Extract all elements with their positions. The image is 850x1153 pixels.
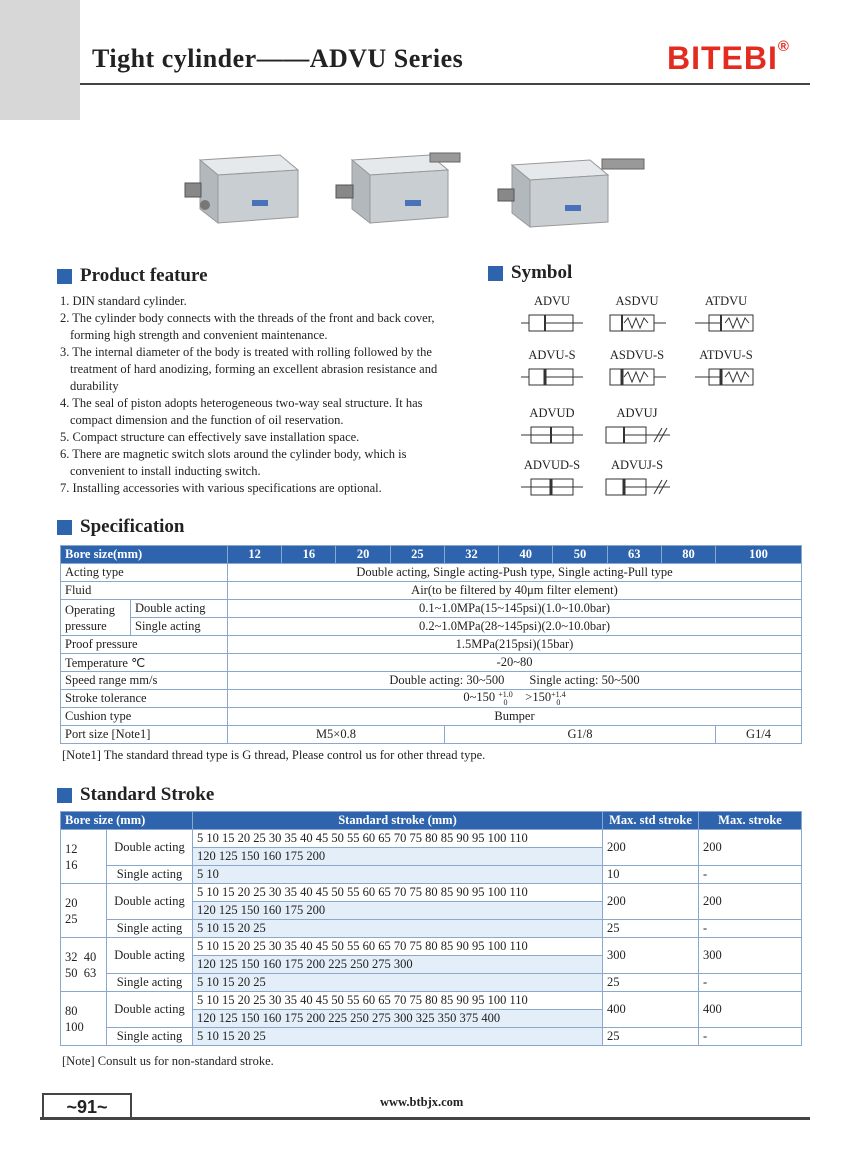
- bore-header-cell: 16: [282, 546, 336, 564]
- symbol-area: [500, 290, 810, 500]
- table-row: [61, 830, 802, 848]
- feature-item: 2. The cylinder body connects with the threads of the front and back cover, forming high strength and convenient maintenance.: [60, 311, 435, 342]
- symbol-title: Symbol: [511, 262, 573, 283]
- max-std-value: 25: [603, 1028, 699, 1046]
- row-value: -20~80: [228, 654, 802, 672]
- symbol-heading: [488, 262, 572, 284]
- row-label: Acting type: [61, 564, 228, 582]
- adjustable-cylinder-symbol-icon: [602, 424, 672, 446]
- row-value: 0.1~1.0MPa(15~145psi)(1.0~10.0bar): [228, 600, 802, 618]
- product-feature-list: [60, 293, 460, 497]
- brand-name: BITEBI: [667, 40, 778, 76]
- bore-header-cell: 32: [444, 546, 498, 564]
- table-row: [61, 920, 802, 938]
- row-label: Cushion type: [61, 708, 228, 726]
- port-size-mid: G1/8: [444, 726, 715, 744]
- symbol-advud-s: [512, 458, 592, 498]
- row-value: [228, 690, 802, 708]
- double-acting-label: Double acting: [107, 938, 193, 974]
- max-value: 200: [699, 884, 802, 920]
- stroke-values: 120 125 150 160 175 200: [193, 902, 603, 920]
- max-std-value: 400: [603, 992, 699, 1028]
- speed-single: Single acting: 50~500: [529, 673, 640, 687]
- table-row: [61, 726, 802, 744]
- bore-cell: 80 100: [61, 992, 107, 1046]
- bore-header-cell: 40: [499, 546, 553, 564]
- tolerance-lower: 0: [556, 697, 561, 707]
- header-side-band: [0, 0, 80, 120]
- double-acting-label: Double acting: [107, 830, 193, 866]
- magnetic-cylinder-symbol-icon: [521, 366, 583, 388]
- tolerance-lower: 0: [503, 697, 508, 707]
- bore-cell: 12 16: [61, 830, 107, 884]
- row-label: Operating pressure: [61, 600, 131, 636]
- feature-item: 4. The seal of piston adopts heterogeneous two-way seal structure. It has compact dimension and the function of oil reservation.: [60, 396, 423, 427]
- page-number: ~91~: [42, 1093, 132, 1119]
- symbol-advud: [512, 406, 592, 446]
- symbol-label: ADVU: [533, 294, 571, 308]
- cylinder-image-2: [330, 145, 465, 230]
- cylinder-symbol-icon: [521, 312, 583, 334]
- row-label: Fluid: [61, 582, 228, 600]
- symbol-advuj-s: [597, 458, 677, 498]
- stroke-values: 120 125 150 160 175 200 225 250 275 300 325 350 375 400: [193, 1010, 603, 1028]
- brand-logo: [667, 40, 790, 77]
- feature-item: 3. The internal diameter of the body is treated with rolling followed by the treatment of hard anodizing, forming an excellent abrasion resistance and durability: [60, 345, 438, 393]
- symbol-label: ASDVU: [615, 294, 659, 308]
- tolerance-upper: +1.0: [498, 689, 513, 699]
- max-std-header: Max. std stroke: [603, 812, 699, 830]
- port-size-large: G1/4: [716, 726, 802, 744]
- symbol-label: ATDVU-S: [699, 348, 753, 362]
- spring-cylinder-symbol-icon: [606, 366, 668, 388]
- bore-size-header: Bore size(mm): [61, 546, 228, 564]
- symbol-advuj: [597, 406, 677, 446]
- spring-return-symbol-icon: [695, 312, 757, 334]
- spring-return-symbol-icon: [695, 366, 757, 388]
- stroke-values: 5 10 15 20 25: [193, 920, 603, 938]
- double-rod-symbol-icon: [521, 476, 583, 498]
- max-std-value: 200: [603, 830, 699, 866]
- cylinder-image-1: [180, 145, 305, 230]
- table-row: [61, 974, 802, 992]
- single-acting-label: Single acting: [107, 1028, 193, 1046]
- row-label: Speed range mm/s: [61, 672, 228, 690]
- symbol-label: ADVUD: [529, 406, 575, 420]
- tolerance-upper: +1.4: [551, 689, 566, 699]
- bore-cell: 20 25: [61, 884, 107, 938]
- stroke-values: 5 10 15 20 25 30 35 40 45 50 55 60 65 70 75 80 85 90 95 100 110: [193, 830, 603, 848]
- standard-stroke-title: Standard Stroke: [80, 784, 215, 805]
- symbol-advu-s: [512, 348, 592, 388]
- stroke-values: 5 10 15 20 25 30 35 40 45 50 55 60 65 70 75 80 85 90 95 100 110: [193, 992, 603, 1010]
- double-rod-symbol-icon: [521, 424, 583, 446]
- page-title: Tight cylinder——ADVU Series: [92, 44, 464, 73]
- symbol-asdvu: [597, 294, 677, 334]
- max-value: -: [699, 866, 802, 884]
- standard-stroke-heading: [57, 784, 214, 806]
- row-label: Proof pressure: [61, 636, 228, 654]
- table-row: [61, 636, 802, 654]
- stroke-values: 5 10: [193, 866, 603, 884]
- max-value: 300: [699, 938, 802, 974]
- max-std-value: 10: [603, 866, 699, 884]
- spring-cylinder-symbol-icon: [606, 312, 668, 334]
- stroke-values: 120 125 150 160 175 200: [193, 848, 603, 866]
- bore-header-cell: 12: [228, 546, 282, 564]
- bore-header-cell: 100: [716, 546, 802, 564]
- table-row: [61, 690, 802, 708]
- speed-double: Double acting: 30~500: [389, 673, 505, 687]
- max-header: Max. stroke: [699, 812, 802, 830]
- max-value: -: [699, 974, 802, 992]
- feature-item: 7. Installing accessories with various specifications are optional.: [60, 481, 382, 495]
- symbol-label: ADVUJ: [616, 406, 658, 420]
- specification-note: [Note1] The standard thread type is G thread, Please control us for other thread type.: [62, 748, 486, 762]
- max-value: 200: [699, 830, 802, 866]
- row-label: Port size [Note1]: [61, 726, 228, 744]
- cylinder-image-3: [490, 145, 650, 230]
- section-square-icon: [57, 788, 72, 803]
- stroke-values: 5 10 15 20 25 30 35 40 45 50 55 60 65 70 75 80 85 90 95 100 110: [193, 884, 603, 902]
- adjustable-cylinder-symbol-icon: [602, 476, 672, 498]
- title-divider: [80, 83, 810, 85]
- feature-item: 1. DIN standard cylinder.: [60, 294, 187, 308]
- product-images: [180, 145, 660, 235]
- symbol-label: ADVUJ-S: [610, 458, 664, 472]
- symbol-label: ATDVU: [704, 294, 748, 308]
- bore-header-cell: 63: [607, 546, 661, 564]
- tolerance-a-limits: [498, 691, 513, 707]
- stroke-values: 120 125 150 160 175 200 225 250 275 300: [193, 956, 603, 974]
- symbol-label: ADVUD-S: [523, 458, 581, 472]
- product-feature-title: Product feature: [80, 265, 208, 286]
- specification-heading: [57, 516, 185, 538]
- registered-mark: ®: [777, 38, 790, 56]
- max-value: -: [699, 1028, 802, 1046]
- tolerance-b-limits: [551, 691, 566, 707]
- symbol-asdvu-s: [597, 348, 677, 388]
- section-square-icon: [488, 266, 503, 281]
- table-row: [61, 618, 802, 636]
- section-square-icon: [57, 520, 72, 535]
- bore-header-cell: 50: [553, 546, 607, 564]
- table-row: [61, 992, 802, 1010]
- double-acting-label: Double acting: [107, 884, 193, 920]
- product-feature-heading: [57, 265, 208, 287]
- section-square-icon: [57, 269, 72, 284]
- symbol-label: ASDVU-S: [609, 348, 665, 362]
- sub-label: Single acting: [131, 618, 228, 636]
- footer-url[interactable]: www.btbjx.com: [380, 1095, 464, 1109]
- specification-title: Specification: [80, 516, 185, 537]
- footer-divider: [40, 1117, 810, 1120]
- table-row: [61, 600, 802, 618]
- symbol-atdvu-s: [686, 348, 766, 388]
- symbol-advu: [512, 294, 592, 334]
- bore-header-cell: 80: [661, 546, 715, 564]
- max-std-value: 200: [603, 884, 699, 920]
- bore-header-cell: 25: [390, 546, 444, 564]
- max-value: -: [699, 920, 802, 938]
- table-row: [61, 582, 802, 600]
- stroke-values: 5 10 15 20 25: [193, 1028, 603, 1046]
- bore-header-cell: 20: [336, 546, 390, 564]
- tolerance-b: >150: [525, 690, 552, 705]
- row-value: Double acting, Single acting-Push type, Single acting-Pull type: [228, 564, 802, 582]
- stroke-header: Standard stroke (mm): [193, 812, 603, 830]
- row-value: [228, 672, 802, 690]
- standard-stroke-note: [Note] Consult us for non-standard stroke.: [62, 1054, 274, 1068]
- sub-label: Double acting: [131, 600, 228, 618]
- table-row: [61, 708, 802, 726]
- max-std-value: 300: [603, 938, 699, 974]
- double-acting-label: Double acting: [107, 992, 193, 1028]
- row-value: Bumper: [228, 708, 802, 726]
- row-label: Temperature ℃: [61, 654, 228, 672]
- stroke-values: 5 10 15 20 25: [193, 974, 603, 992]
- row-label: Stroke tolerance: [61, 690, 228, 708]
- max-std-value: 25: [603, 920, 699, 938]
- symbol-label: ADVU-S: [528, 348, 576, 362]
- row-value: Air(to be filtered by 40μm filter element): [228, 582, 802, 600]
- max-value: 400: [699, 992, 802, 1028]
- standard-stroke-table: [60, 811, 802, 1046]
- table-header-row: [61, 812, 802, 830]
- symbol-atdvu: [686, 294, 766, 334]
- tolerance-a: 0~150: [463, 690, 496, 705]
- bore-size-header: Bore size (mm): [61, 812, 193, 830]
- stroke-values: 5 10 15 20 25 30 35 40 45 50 55 60 65 70 75 80 85 90 95 100 110: [193, 938, 603, 956]
- feature-item: 5. Compact structure can effectively save installation space.: [60, 430, 360, 444]
- table-row: [61, 672, 802, 690]
- port-size-small: M5×0.8: [228, 726, 445, 744]
- table-row: [61, 938, 802, 956]
- bore-cell: 32 40 50 63: [61, 938, 107, 992]
- table-row: [61, 866, 802, 884]
- row-value: 0.2~1.0MPa(28~145psi)(2.0~10.0bar): [228, 618, 802, 636]
- table-row: [61, 884, 802, 902]
- max-std-value: 25: [603, 974, 699, 992]
- table-header-row: [61, 546, 802, 564]
- table-row: [61, 1028, 802, 1046]
- table-row: [61, 654, 802, 672]
- table-row: [61, 564, 802, 582]
- specification-table: [60, 545, 802, 744]
- feature-item: 6. There are magnetic switch slots around the cylinder body, which is convenient to install inducting switch.: [60, 447, 407, 478]
- row-value: 1.5MPa(215psi)(15bar): [228, 636, 802, 654]
- single-acting-label: Single acting: [107, 866, 193, 884]
- single-acting-label: Single acting: [107, 974, 193, 992]
- single-acting-label: Single acting: [107, 920, 193, 938]
